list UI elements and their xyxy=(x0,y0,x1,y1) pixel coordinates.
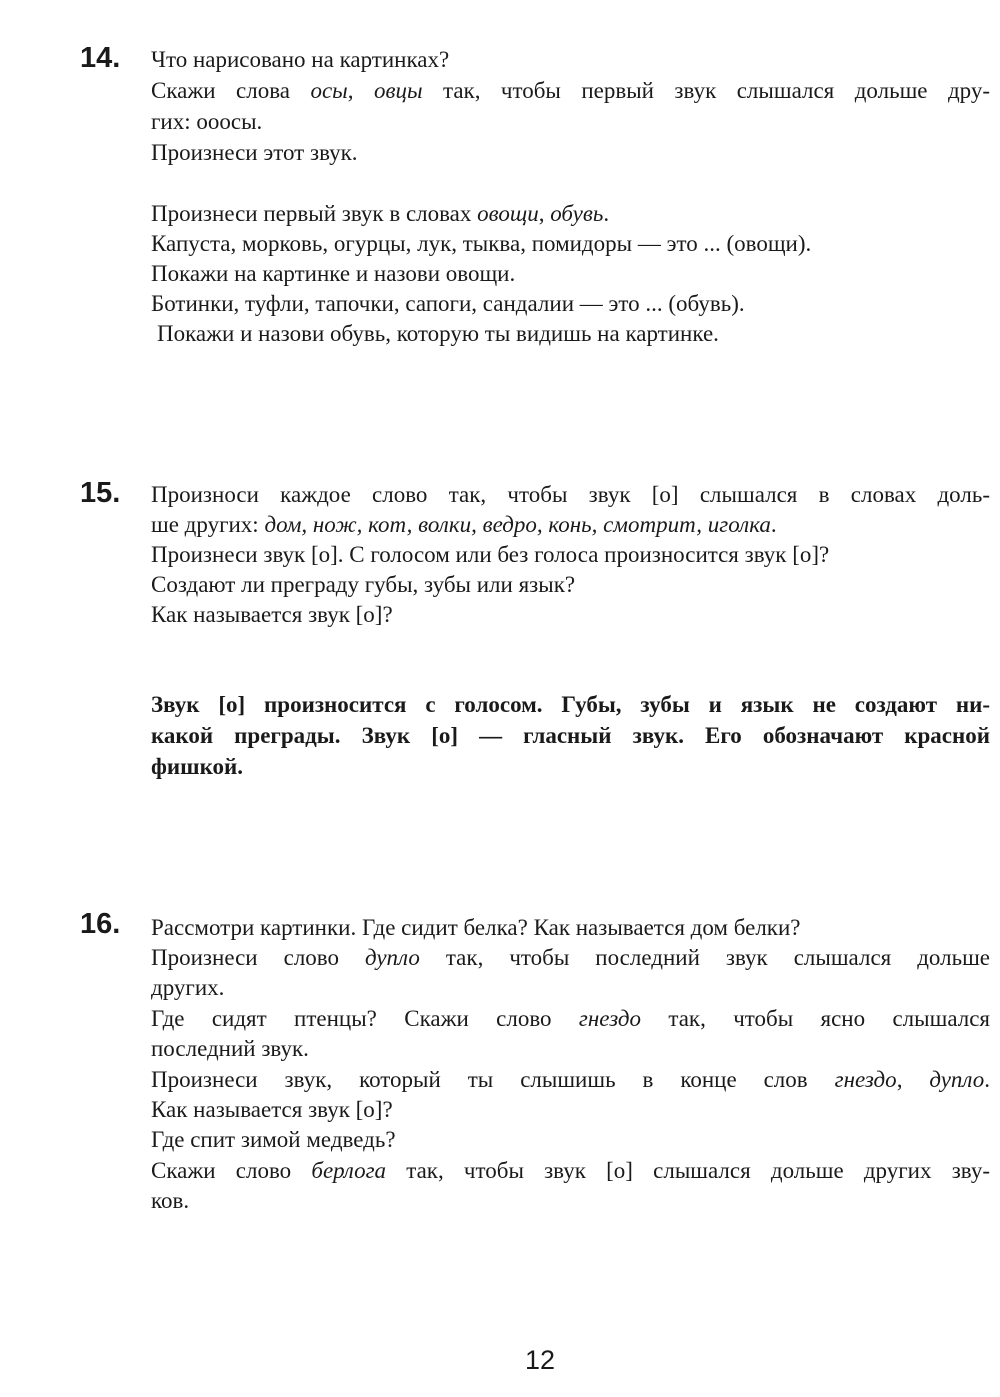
text-line: ше других: дом, нож, кот, волки, ведро, конь, смотрит, иголка. xyxy=(151,512,777,537)
text-line: Покажи и назови обувь, которую ты видишь на картинке. xyxy=(157,321,719,346)
text-line: Где спит зимой медведь? xyxy=(151,1127,396,1152)
text-line: Произнеси первый звук в словах овощи, обувь. xyxy=(151,201,610,226)
text-line: Капуста, морковь, огурцы, лук, тыква, помидоры — это ... (овощи). xyxy=(151,231,812,256)
text-line: Скажи слова осы, овцы так, чтобы первый звук слышался дольше дру- xyxy=(151,78,991,103)
text-line: других. xyxy=(151,975,225,1000)
rule-line: какой преграды. Звук [о] — гласный звук. Его обозначают красной xyxy=(151,723,990,748)
text-line: Произнеси слово дупло так, чтобы последний звук слышался дольше xyxy=(151,945,991,970)
text-line: Что нарисовано на картинках? xyxy=(151,47,450,72)
text-line: ков. xyxy=(151,1188,190,1213)
text-line: гих: ooocы. xyxy=(151,109,263,134)
text-line: Рассмотри картинки. Где сидит белка? Как называется дом белки? xyxy=(151,915,801,940)
text-line: Произнеси этот звук. xyxy=(151,140,358,165)
text-line: Скажи слово берлога так, чтобы звук [о] слышался дольше других зву- xyxy=(151,1158,991,1183)
text-line: Как называется звук [о]? xyxy=(151,602,393,627)
text-line: Где сидят птенцы? Скажи слово гнездо так, чтобы ясно слышался xyxy=(151,1006,990,1031)
text-line: Как называется звук [о]? xyxy=(151,1097,393,1122)
page-number: 12 xyxy=(524,1345,556,1375)
text-line: Произнеси звук, который ты слышишь в конце слов гнездо, дупло. xyxy=(151,1067,990,1092)
text-line: Покажи на картинке и назови овощи. xyxy=(151,261,516,286)
text-line: Произнеси звук [о]. С голосом или без голоса произносится звук [о]? xyxy=(151,542,830,567)
rule-line: фишкой. xyxy=(151,754,244,779)
text-line: Ботинки, туфли, тапочки, сапоги, сандалии — это ... (обувь). xyxy=(151,291,745,316)
text-line: Создают ли преграду губы, зубы или язык? xyxy=(151,572,576,597)
text-line: Произноси каждое слово так, чтобы звук [о] слышался в словах доль- xyxy=(151,482,990,507)
task-number: 14. xyxy=(80,42,121,74)
task-number: 16. xyxy=(80,908,121,940)
task-number: 15. xyxy=(80,477,121,509)
text-line: последний звук. xyxy=(151,1036,309,1061)
rule-line: Звук [о] произносится с голосом. Губы, зубы и язык не создают ни- xyxy=(151,692,990,717)
